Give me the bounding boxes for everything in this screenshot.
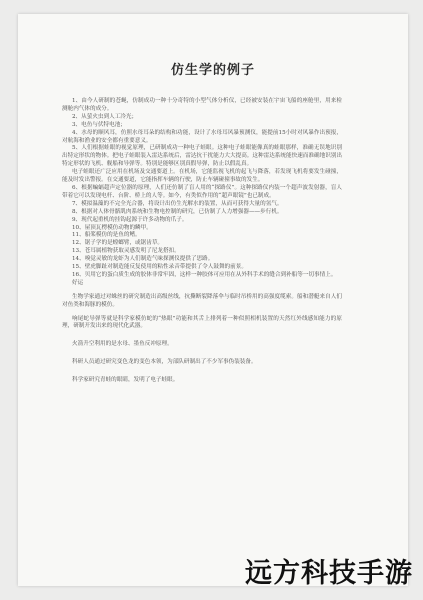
paragraph-12: 11、船桨模仿的是鱼的鳍。 [72,232,141,239]
paragraph-13: 12、锯子学的是螳螂臂，或锯齿草。 [72,240,164,247]
paragraph-22: 科研人员通过研究变色龙的变色本领，为部队研制出了不少军事伪装装备。 [72,359,257,366]
site-watermark: 远方科技手游 [245,558,413,589]
paragraph-1: 1、由今人研制的苍蝇，仿制成功一种十分奇特的小型气体分析仪，已经被安装在宇宙飞船的座舱里，用来检测舱内气体的成分。 [62,98,342,112]
paragraph-7: 6、根据蝙蝠超声定位器的原理，人们还仿制了盲人用的“探路仪”。这种探路仪内装一个超声波发射器，盲人带着它可以发现电杆、台阶、桥上的人等。如今，有类似作用的“超声眼镜”也已制成。 [62,184,342,199]
paragraph-10: 9、现代起重机的挂钩起源于许多动物的爪子。 [72,216,188,223]
paragraph-3: 3、电鱼与伏特电池； [72,121,126,128]
paragraph-11: 10、屋顶瓦楞模仿动物的鳞甲。 [72,224,152,231]
paragraph-18: 好运 [72,279,84,286]
paragraph-16: 15、壁虎脚趾对制造能反复使用的粘性录音带提供了令人鼓舞的前景。 [72,264,247,271]
paragraph-23: 科学家研究青蛙的眼睛，发明了电子蛙眼。 [72,377,179,384]
document-title: 仿生学的例子 [170,63,255,78]
paragraph-8: 7、模拟温藻的不完全光合器，将设计出仿生光解水的装置，从而可获得大量的氢气。 [72,200,283,207]
paragraph-19: 生物学家通过对蛛丝的研究制造出高级丝线，抗撕断裂降落伞与临时吊桥用的高强度缆索。船和潜艇来自人们对鱼类和海豚的模仿。 [62,293,342,308]
paragraph-2: 2、从萤火虫到人工冷光； [72,113,138,120]
paragraph-9: 8、根据对人体骨骼肌肉系统和生物电控制的研究，已仿制了人力增强器——步行机。 [72,208,283,215]
paragraph-6: 电子蛙眼还广泛应用在机场及交通要道上。在机场，它能监视飞机的起飞与降落，若发现飞机将要发生碰撞，能及时发出警报。在交通要道，它能指挥车辆的行驶，防止车辆碰撞事故的发生。 [62,169,342,184]
paragraph-17: 16、贝用它的蛋白质生成的胶体非常牢固，这样一种胶体可应用在从外科手术的缝合到补船等一切事情上。 [72,271,337,278]
paragraph-14: 13、苍耳属植物获取灵感发明了尼龙搭扣。 [72,248,180,255]
paragraph-5: 5、人们根据蛙眼的视觉原理，已研制成功一种电子蛙眼。这种电子蛙眼能像真的蛙眼那样，准确无误地识别出特定形状的物体。把电子蛙眼装入雷达系统后，雷达抗干扰能力大大提高。这种雷达系统能快速而准确地识别出特定形状的飞机、舰船和导弹等。特别是能够区别真假导弹，防止以假乱真。 [62,145,342,168]
document-page [18,14,408,586]
paragraph-4: 4、水母的顺风耳，仿照水母耳朵的结构和功能，设计了水母耳风暴预测仪，能提前15小时对风暴作出预报，对航海和渔业的安全都有重要意义。 [62,129,342,144]
document-body [62,98,342,385]
paragraph-15: 14、嗅觉灵敏的龙虾为人们制造气味探测仪提供了思路。 [72,256,214,263]
paragraph-20: 响尾蛇导弹等就是科学家模仿蛇的“热眼”功能和其舌上排列着一种似照相机装置的天然红外线感知能力的原理，研制开发出来的现代化武器。 [62,315,342,330]
paragraph-21: 火箭升空利用的是水母、墨鱼反冲原理。 [72,341,173,348]
